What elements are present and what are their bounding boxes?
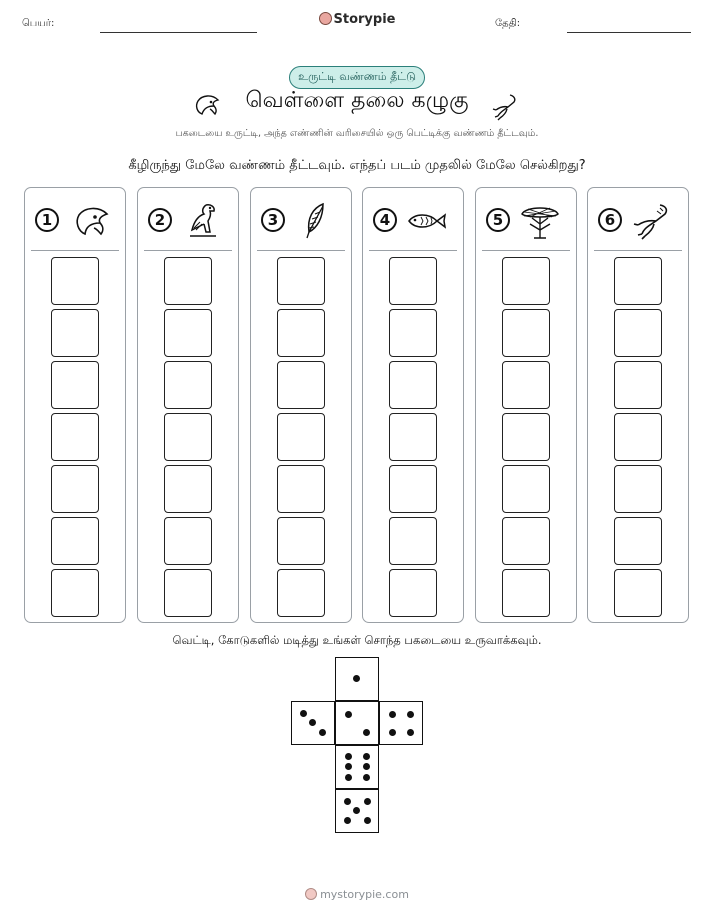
color-box[interactable] bbox=[389, 517, 437, 565]
color-box[interactable] bbox=[389, 569, 437, 617]
die-face-5 bbox=[335, 789, 379, 833]
color-box[interactable] bbox=[614, 361, 662, 409]
column-header bbox=[35, 202, 115, 238]
die-pip bbox=[389, 729, 396, 736]
column-header bbox=[598, 202, 678, 238]
eagle-perched-icon bbox=[180, 202, 224, 240]
color-box[interactable] bbox=[51, 465, 99, 513]
color-box[interactable] bbox=[51, 309, 99, 357]
color-box[interactable] bbox=[502, 361, 550, 409]
color-box[interactable] bbox=[389, 361, 437, 409]
talon-icon bbox=[490, 92, 520, 120]
color-box[interactable] bbox=[51, 413, 99, 461]
die-pip bbox=[363, 774, 370, 781]
page-title: வெள்ளை தலை கழுகு bbox=[245, 88, 469, 113]
color-box[interactable] bbox=[502, 569, 550, 617]
die-pip bbox=[345, 763, 352, 770]
die-pip bbox=[407, 729, 414, 736]
color-box[interactable] bbox=[502, 517, 550, 565]
column-5 bbox=[475, 187, 577, 623]
die-face-4 bbox=[379, 701, 423, 745]
page-subtitle: பகடையை உருட்டி, அந்த எண்ணின் வரிசையில் ஒரு பெட்டிக்கு வண்ணம் தீட்டவும். bbox=[175, 128, 539, 139]
column-number: 6 bbox=[598, 208, 622, 232]
color-box[interactable] bbox=[277, 257, 325, 305]
color-box[interactable] bbox=[51, 569, 99, 617]
color-box[interactable] bbox=[51, 257, 99, 305]
color-box[interactable] bbox=[277, 413, 325, 461]
color-box[interactable] bbox=[164, 517, 212, 565]
die-pip bbox=[300, 710, 307, 717]
die-pip bbox=[363, 753, 370, 760]
column-number: 2 bbox=[148, 208, 172, 232]
cutout-instruction: வெட்டி, கோடுகளில் மடித்து உங்கள் சொந்த பகடையை உருவாக்கவும். bbox=[172, 633, 542, 647]
column-header bbox=[261, 202, 341, 238]
color-box[interactable] bbox=[389, 413, 437, 461]
column-divider bbox=[594, 250, 682, 251]
name-label: பெயர்: bbox=[22, 18, 55, 29]
die-pip bbox=[309, 719, 316, 726]
die-face-1 bbox=[335, 657, 379, 701]
column-2 bbox=[137, 187, 239, 623]
die-pip bbox=[345, 753, 352, 760]
die-face-3 bbox=[291, 701, 335, 745]
color-box[interactable] bbox=[502, 309, 550, 357]
column-header bbox=[486, 202, 566, 238]
color-box[interactable] bbox=[614, 465, 662, 513]
nest-tree-icon bbox=[518, 202, 562, 240]
color-box[interactable] bbox=[614, 309, 662, 357]
color-box[interactable] bbox=[389, 465, 437, 513]
color-box[interactable] bbox=[164, 361, 212, 409]
column-number: 3 bbox=[261, 208, 285, 232]
column-number: 5 bbox=[486, 208, 510, 232]
die-face-6 bbox=[335, 745, 379, 789]
color-box[interactable] bbox=[277, 465, 325, 513]
brand-name: Storypie bbox=[333, 12, 396, 27]
die-pip bbox=[345, 711, 352, 718]
die-pip bbox=[363, 729, 370, 736]
column-divider bbox=[257, 250, 345, 251]
date-line[interactable] bbox=[567, 32, 691, 33]
bear-icon bbox=[319, 12, 332, 25]
bear-icon bbox=[305, 888, 317, 900]
die-pip bbox=[407, 711, 414, 718]
die-face-2 bbox=[335, 701, 379, 745]
color-box[interactable] bbox=[614, 257, 662, 305]
column-3 bbox=[250, 187, 352, 623]
column-header bbox=[148, 202, 228, 238]
activity-tag: உருட்டி வண்ணம் தீட்டு bbox=[289, 66, 425, 89]
color-box[interactable] bbox=[51, 517, 99, 565]
color-box[interactable] bbox=[502, 465, 550, 513]
color-box[interactable] bbox=[277, 361, 325, 409]
column-divider bbox=[369, 250, 457, 251]
die-pip bbox=[364, 798, 371, 805]
die-pip bbox=[344, 817, 351, 824]
color-box[interactable] bbox=[277, 517, 325, 565]
column-6 bbox=[587, 187, 689, 623]
eagle-head-icon bbox=[67, 202, 111, 240]
footer bbox=[0, 888, 714, 901]
date-label: தேதி: bbox=[495, 18, 521, 29]
color-box[interactable] bbox=[614, 569, 662, 617]
die-pip bbox=[353, 675, 360, 682]
column-header bbox=[373, 202, 453, 238]
die-pip bbox=[319, 729, 326, 736]
color-box[interactable] bbox=[164, 413, 212, 461]
column-1 bbox=[24, 187, 126, 623]
feather-icon bbox=[293, 202, 337, 240]
color-box[interactable] bbox=[502, 413, 550, 461]
fish-icon bbox=[405, 202, 449, 240]
color-box[interactable] bbox=[502, 257, 550, 305]
column-divider bbox=[144, 250, 232, 251]
column-divider bbox=[31, 250, 119, 251]
question-text: கீழிருந்து மேலே வண்ணம் தீட்டவும். எந்தப் படம் முதலில் மேலே செல்கிறது? bbox=[128, 158, 586, 173]
color-box[interactable] bbox=[389, 257, 437, 305]
column-number: 1 bbox=[35, 208, 59, 232]
die-pip bbox=[389, 711, 396, 718]
die-pip bbox=[345, 774, 352, 781]
brand-logo bbox=[0, 12, 714, 27]
color-box[interactable] bbox=[389, 309, 437, 357]
die-pip bbox=[364, 817, 371, 824]
name-line[interactable] bbox=[100, 32, 257, 33]
color-box[interactable] bbox=[614, 517, 662, 565]
die-pip bbox=[344, 798, 351, 805]
column-4 bbox=[362, 187, 464, 623]
color-box[interactable] bbox=[164, 257, 212, 305]
column-number: 4 bbox=[373, 208, 397, 232]
color-box[interactable] bbox=[277, 569, 325, 617]
color-box[interactable] bbox=[164, 569, 212, 617]
die-pip bbox=[363, 763, 370, 770]
color-box[interactable] bbox=[614, 413, 662, 461]
color-box[interactable] bbox=[277, 309, 325, 357]
color-box[interactable] bbox=[164, 309, 212, 357]
color-box[interactable] bbox=[164, 465, 212, 513]
talon-icon bbox=[630, 202, 674, 240]
footer-url[interactable]: mystorypie.com bbox=[320, 888, 409, 901]
color-box[interactable] bbox=[51, 361, 99, 409]
column-divider bbox=[482, 250, 570, 251]
die-pip bbox=[353, 807, 360, 814]
